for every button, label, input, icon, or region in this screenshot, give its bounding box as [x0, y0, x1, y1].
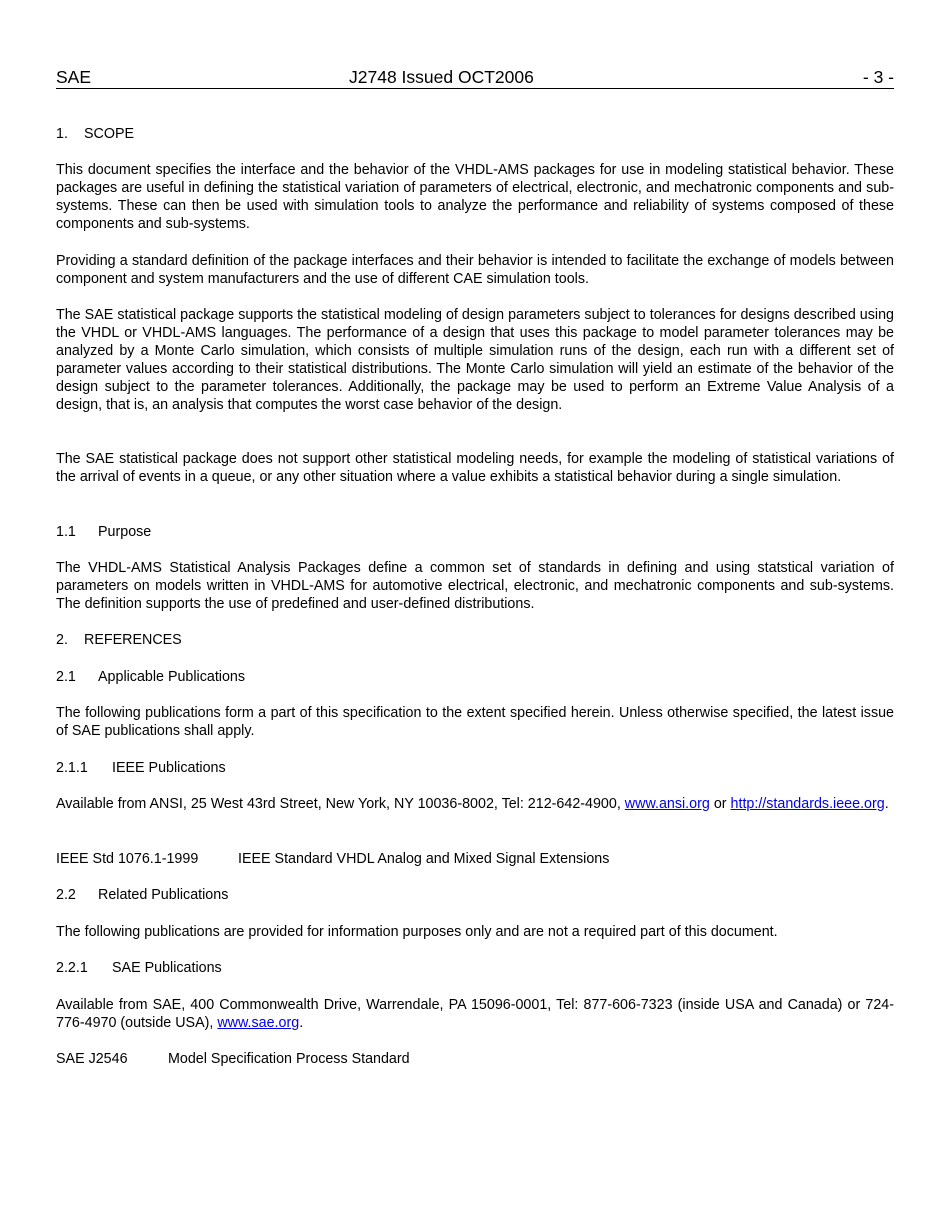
section-heading-purpose	[56, 523, 151, 541]
section-heading-related	[56, 886, 228, 904]
section-number: 1.	[56, 126, 68, 142]
paragraph: The SAE statistical package supports the statistical modeling of design parameters subject to tolerances for designs described using the VHDL or VHDL-AMS languages. The performance of a design that uses this package to model parameter tolerances may be analyzed by a Monte Carlo simulation, which consists of multiple simulation runs of the design, each run with a different set of parameter values according to their statistical distributions. The Monte Carlo simulation will yield an estimate of the behavior of the design subject to the parameter tolerances. Additionally, the package may be used to perform an Extreme Value Analysis of a design, that is, an analysis that computes the worst case behavior of the design.	[56, 307, 894, 413]
section-title: SAE Publications	[112, 960, 222, 976]
availability-text: Available from ANSI, 25 West 43rd Street, New York, NY 10036-8002, Tel: 212-642-4900,	[56, 796, 621, 812]
section-title: IEEE Publications	[112, 760, 226, 776]
section-number: 2.2	[56, 887, 76, 903]
reference-title: Model Specification Process Standard	[168, 1051, 410, 1067]
section-heading-ieee	[56, 759, 226, 777]
period: .	[299, 1015, 304, 1031]
section-title: SCOPE	[84, 126, 135, 142]
paragraph	[56, 996, 894, 1032]
paragraph: The SAE statistical package does not support other statistical modeling needs, for example the modeling of statistical variations of the arrival of events in a queue, or any other situation where a value exhibits a statistical behavior during a single simulation.	[56, 451, 894, 485]
section-number: 2.	[56, 632, 68, 648]
section-number: 2.1.1	[56, 760, 88, 776]
sae-availability	[56, 996, 894, 1032]
section-heading-sae-publications	[56, 959, 222, 977]
ansi-link[interactable]: www.ansi.org	[624, 796, 710, 812]
reference-title: IEEE Standard VHDL Analog and Mixed Signal Extensions	[238, 851, 610, 867]
section-title: Purpose	[98, 524, 152, 540]
section-heading-references	[56, 631, 182, 649]
section-number: 1.1	[56, 524, 76, 540]
section-title: Applicable Publications	[98, 669, 246, 685]
header-org: SAE	[56, 67, 92, 87]
or-text: or	[713, 796, 727, 812]
reference-id: IEEE Std 1076.1-1999	[56, 851, 199, 867]
availability-text: Available from SAE, 400 Commonwealth Drive, Warrendale, PA 15096-0001, Tel: 877-606-7323 (inside USA and Canada) or 724-776-4970 (outside USA),	[56, 997, 894, 1031]
scope-paragraph-4	[56, 450, 894, 486]
header-page-number: - 3 -	[862, 67, 894, 87]
related-paragraph	[56, 923, 894, 941]
applicable-paragraph	[56, 704, 894, 740]
paragraph: The following publications form a part of this specification to the extent specified herein. Unless otherwise specified, the latest issue of SAE publications shall apply.	[56, 705, 894, 739]
ieee-reference	[56, 850, 609, 868]
scope-paragraph-3	[56, 306, 894, 414]
section-heading-scope	[56, 125, 134, 143]
running-header	[56, 66, 894, 89]
section-title: REFERENCES	[84, 632, 182, 648]
ieee-standards-link[interactable]: http://standards.ieee.org	[730, 796, 885, 812]
purpose-paragraph	[56, 559, 894, 613]
section-title: Related Publications	[98, 887, 229, 903]
paragraph: The VHDL-AMS Statistical Analysis Packages define a common set of standards in defining and using statstical variation of parameters on models written in VHDL-AMS for automotive electrical, electronic, and mechatronic components and sub-systems. The definition supports the use of predefined and user-defined distributions.	[56, 560, 894, 612]
sae-reference	[56, 1050, 410, 1068]
section-heading-applicable	[56, 668, 245, 686]
paragraph: The following publications are provided for information purposes only and are not a required part of this document.	[56, 924, 778, 940]
sae-link[interactable]: www.sae.org	[217, 1015, 300, 1031]
paragraph: Providing a standard definition of the package interfaces and their behavior is intended to facilitate the exchange of models between component and system manufacturers and the use of different CAE simulation tools.	[56, 253, 894, 287]
section-number: 2.2.1	[56, 960, 88, 976]
paragraph	[56, 795, 894, 813]
ieee-availability	[56, 795, 894, 813]
scope-paragraph-2	[56, 252, 894, 288]
paragraph: This document specifies the interface and the behavior of the VHDL-AMS packages for use in modeling statistical behavior. These packages are useful in defining the statistical variation of parameters of electrical, electronic, and mechatronic components and sub-systems. These can then be used with simulation tools to analyze the performance and reliability of systems composed of these components and sub-systems.	[56, 162, 894, 232]
reference-id: SAE J2546	[56, 1051, 128, 1067]
section-number: 2.1	[56, 669, 76, 685]
scope-paragraph-1	[56, 161, 894, 233]
header-doc-id: J2748 Issued OCT2006	[349, 67, 534, 87]
period: .	[884, 796, 889, 812]
